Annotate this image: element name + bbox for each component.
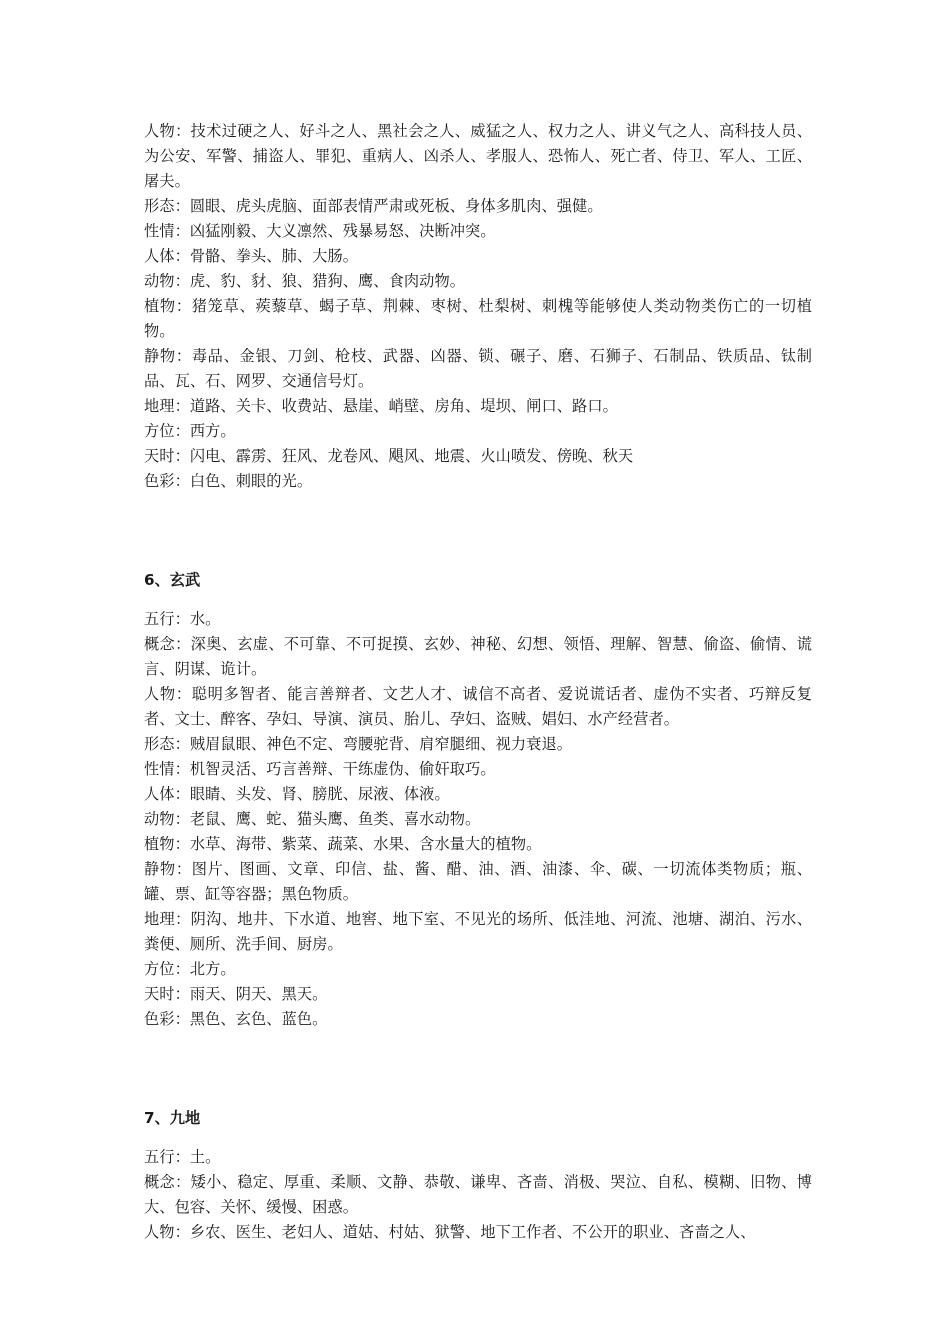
- spacer: [144, 1032, 812, 1106]
- paragraph-temperament: 性情：机智灵活、巧言善辩、干练虚伪、偷奸取巧。: [144, 760, 496, 778]
- section-7-body: [144, 1145, 812, 1245]
- paragraph-temperament: 性情：凶猛刚毅、大义凛然、残暴易怒、决断冲突。: [144, 222, 496, 240]
- section-5-tail: [144, 119, 812, 494]
- paragraph-form: 形态：贼眉鼠眼、神色不定、弯腰驼背、肩窄腿细、视力衰退。: [144, 735, 573, 753]
- paragraph-body: 人体：骨骼、拳头、肺、大肠。: [144, 247, 359, 265]
- paragraph-element: 五行：土。: [144, 1148, 221, 1166]
- paragraph-color: 色彩：黑色、玄色、蓝色。: [144, 1010, 328, 1028]
- paragraph-plants: 植物：猪笼草、蒺藜草、蝎子草、荆棘、枣树、杜梨树、刺槐等能够使人类动物类伤亡的一切植物。: [144, 297, 812, 340]
- section-6-body: [144, 607, 812, 1032]
- paragraph-geography: 地理：道路、关卡、收费站、悬崖、峭壁、房角、堤坝、闸口、路口。: [144, 397, 618, 415]
- paragraph-animals: 动物：虎、豹、豺、狼、猎狗、鹰、食肉动物。: [144, 272, 466, 290]
- paragraph-people: 人物：技术过硬之人、好斗之人、黑社会之人、威猛之人、权力之人、讲义气之人、高科技人员、为公安、军警、捕盗人、罪犯、重病人、凶杀人、孝服人、恐怖人、死亡者、侍卫、军人、工匠、屠夫。: [144, 122, 812, 190]
- paragraph-weather: 天时：雨天、阴天、黑天。: [144, 985, 328, 1003]
- paragraph-weather: 天时：闪电、霹雳、狂风、龙卷风、飓风、地震、火山喷发、傍晚、秋天: [144, 447, 634, 465]
- spacer: [144, 1131, 812, 1145]
- paragraph-people: 人物：聪明多智者、能言善辩者、文艺人才、诚信不高者、爱说谎话者、虚伪不实者、巧辩反复者、文士、醉客、孕妇、导演、演员、胎儿、孕妇、盗贼、娼妇、水产经营者。: [144, 685, 812, 728]
- section-heading-7: 7、九地: [144, 1109, 201, 1127]
- paragraph-element: 五行：水。: [144, 610, 221, 628]
- paragraph-body: 人体：眼睛、头发、肾、膀胱、尿液、体液。: [144, 785, 450, 803]
- paragraph-geography: 地理：阴沟、地井、下水道、地窖、地下室、不见光的场所、低洼地、河流、池塘、湖泊、污水、粪便、厕所、洗手间、厨房。: [144, 910, 812, 953]
- paragraph-objects: 静物：毒品、金银、刀剑、枪枝、武器、凶器、锁、碾子、磨、石狮子、石制品、铁质品、钛制品、瓦、石、网罗、交通信号灯。: [144, 347, 812, 390]
- paragraph-people: 人物：乡农、医生、老妇人、道姑、村姑、狱警、地下工作者、不公开的职业、吝啬之人、: [144, 1223, 756, 1241]
- paragraph-plants: 植物：水草、海带、紫菜、蔬菜、水果、含水量大的植物。: [144, 835, 542, 853]
- spacer: [144, 494, 812, 568]
- paragraph-animals: 动物：老鼠、鹰、蛇、猫头鹰、鱼类、喜水动物。: [144, 810, 481, 828]
- paragraph-concept: 概念：矮小、稳定、厚重、柔顺、文静、恭敬、谦卑、吝啬、消极、哭泣、自私、模糊、旧物、博大、包容、关怀、缓慢、困惑。: [144, 1173, 812, 1216]
- paragraph-color: 色彩：白色、刺眼的光。: [144, 472, 313, 490]
- paragraph-direction: 方位：西方。: [144, 422, 236, 440]
- paragraph-form: 形态：圆眼、虎头虎脑、面部表情严肃或死板、身体多肌肉、强健。: [144, 197, 603, 215]
- section-heading-6: 6、玄武: [144, 571, 201, 589]
- paragraph-direction: 方位：北方。: [144, 960, 236, 978]
- document-page: [144, 119, 812, 1245]
- paragraph-concept: 概念：深奥、玄虚、不可靠、不可捉摸、玄妙、神秘、幻想、领悟、理解、智慧、偷盗、偷情、谎言、阴谋、诡计。: [144, 635, 812, 678]
- spacer: [144, 593, 812, 607]
- paragraph-objects: 静物：图片、图画、文章、印信、盐、酱、醋、油、酒、油漆、伞、碳、一切流体类物质；瓶、罐、票、缸等容器；黑色物质。: [144, 860, 812, 903]
